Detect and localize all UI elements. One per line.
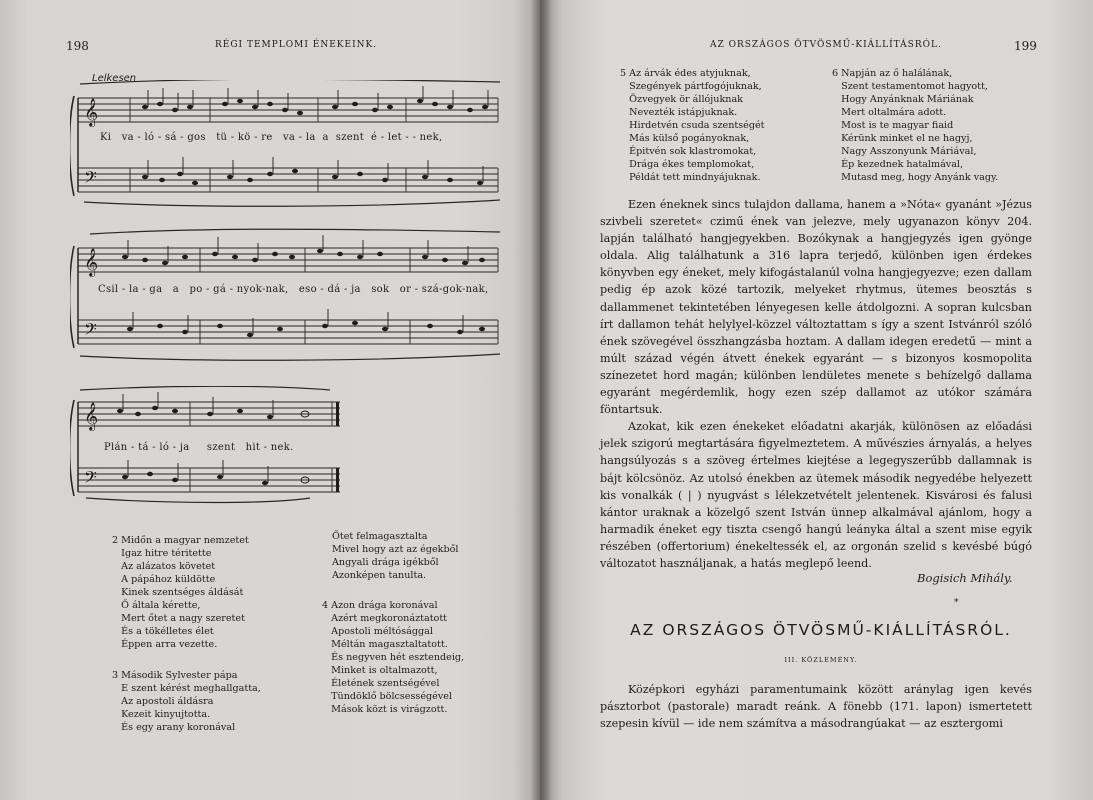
separator-star: * (954, 598, 959, 608)
svg-text:𝄞: 𝄞 (84, 248, 99, 276)
score-staves-2 (70, 228, 510, 363)
music-system-3 (70, 386, 510, 504)
paragraph: Ezen éneknek sincs tulajdon dallama, hanem a »Nóta« gyanánt »Jézus szivbeli szeretet« czimű ének van jelezve, mely ugyanazon könyv 204. lapján található hangjegyekben. Bozókynak a hangjegyzés igen gyönge oldala. Alig találhatunk a 316 lapra terjedő, különben igen érdekes könyvben egy éneket, mely kifogástalanúl volna hangjegyezve; ezen dallam pedig ép azok közé tartozik, melyeket rhytmus, ütemes beosztás s dallammenet tekintetében lényegesen kelle átdolgozni. A sopran kulcsban írt dallamon tehát helylyel-közzel változtattam s így a szent Istvánról szóló ének szövegével összhangzásba hoztam. A dallam idegen eredetű — mint a múlt század végén átvett énekek egyaránt — s bizonyos kosmopolita színezetet hord magán; különben lendületes menete s behízelgő dallama egyaránt megérdemlik, hogy ezen szép dallamot az utókor számára föntartsuk. (600, 198, 1032, 417)
music-system-2 (70, 228, 510, 363)
author-signature: Bogisich Mihály. (917, 571, 1013, 585)
svg-text:𝄢: 𝄢 (84, 467, 97, 491)
verse-3: 3 Második Sylvester pápa E szent kérést meghallgatta, Az apostoli áldásra Kezeit kinyujtotta. És egy arany koronával (112, 670, 261, 733)
verse-6: 6 Napján az ő halálának, Szent testamentomot hagyott, Hogy Anyánknak Máriának Mert oltalmára adott. Most is te magyar fiaid Kérünk minket el ne hagyj, Nagy Asszonyunk Máriával, Ép kezednek hatalmával, Mutasd meg, hogy Anyánk vagy. (832, 68, 999, 183)
book-gutter (530, 0, 552, 800)
section-title: AZ ORSZÁGOS ÖTVÖSMŰ-KIÁLLÍTÁSRÓL. (630, 621, 1012, 639)
verse-5: 5 Az árvák édes atyjuknak, Szegények pártfogójuknak, Özvegyek ör állójuknak Nevezték istápjuknak. Hirdetvén csuda szentségét Más külső pogányoknak, Épitvén sok klastromokat, Drága ékes templomokat, Példát tett mindnyájuknak. (620, 68, 765, 183)
running-head: RÉGI TEMPLOMI ÉNEKEINK. (215, 40, 378, 50)
svg-text:𝄞: 𝄞 (84, 98, 99, 126)
left-page (0, 0, 540, 800)
article-body (600, 196, 1032, 572)
lyrics-line-3: Plán - tá - ló - ja szent hit - nek. (104, 442, 294, 453)
paragraph: Középkori egyházi paramentumaink között aránylag igen kevés pásztorbot (pastorale) maradt reánk. A fönebb (171. lapon) ismertetett szepesin kívül — ide nem számítva a másodrangúakat — az esztergomi (600, 683, 1032, 730)
music-system-1 (70, 80, 510, 210)
paragraph: Azokat, kik ezen énekeket előadatni akarják, különösen az előadási jelek szigorú megtartására figyelmeztetem. A művészies árnyalás, a helyes hangsúlyozás s a szöveg értelmes kiejtése a legegyszerűbb dallamnak is bájt kölcsönöz. Az utolsó énekben az ütemek második negyedébe helyezett kis vonalkák ( | ) nyugvást s lélekzetvételt jelentenek. Kisvárosi és falusi kántor uraknak a közelgő szent István ünnep alkalmával ajánlom, hogy a harmadik éneket egy tiszta csengő hangú leányka által a szent mise egyik részében (offertorium) énekeltessék el, az orgonán szelid s kevésbé búgó változatot használjanak, a hatás meglepő leend. (600, 420, 1032, 570)
article-body-2 (600, 681, 1032, 732)
svg-text:𝄞: 𝄞 (84, 402, 99, 430)
verse-continuation: Őtet felmagasztalta Mivel hogy azt az égekből Angyali drága igékből Azonképen tanulta. (332, 531, 459, 581)
score-staves-1 (70, 80, 510, 210)
lyrics-line-1: Ki va - ló - sá - gos tü - kö - re va - la a szent é - let - - nek, (100, 132, 443, 143)
verse-4: 4 Azon drága koronával Azért megkoronáztatott Apostoli méltósággal Méltán magasztaltatott. És negyven hét esztendeig, Minket is oltalmazott, Életének szentségével Tündöklő bölcsességével Mások közt is virágzott. (322, 600, 465, 715)
page-number: 198 (66, 39, 89, 53)
section-subtitle: III. KÖZLEMÉNY. (784, 656, 858, 664)
running-head: AZ ORSZÁGOS ÖTVÖSMŰ-KIÁLLÍTÁSRÓL. (710, 40, 942, 50)
lyrics-line-2: Csil - la - ga a po - gá - nyok-nak, eso - dá - ja sok or - szá-gok-nak, (98, 284, 489, 295)
svg-text:𝄢: 𝄢 (84, 167, 97, 191)
page-number: 199 (1014, 39, 1037, 53)
verse-2: 2 Midőn a magyar nemzetet Igaz hitre téritette Az alázatos követet A pápához küldötte Kinek szentséges áldását Ő általa kérette, Mert őtet a nagy szeretet És a tökélletes élet Éppen arra vezette. (112, 535, 249, 650)
tempo-marking: Lelkesen (92, 73, 137, 84)
svg-text:𝄢: 𝄢 (84, 319, 97, 343)
